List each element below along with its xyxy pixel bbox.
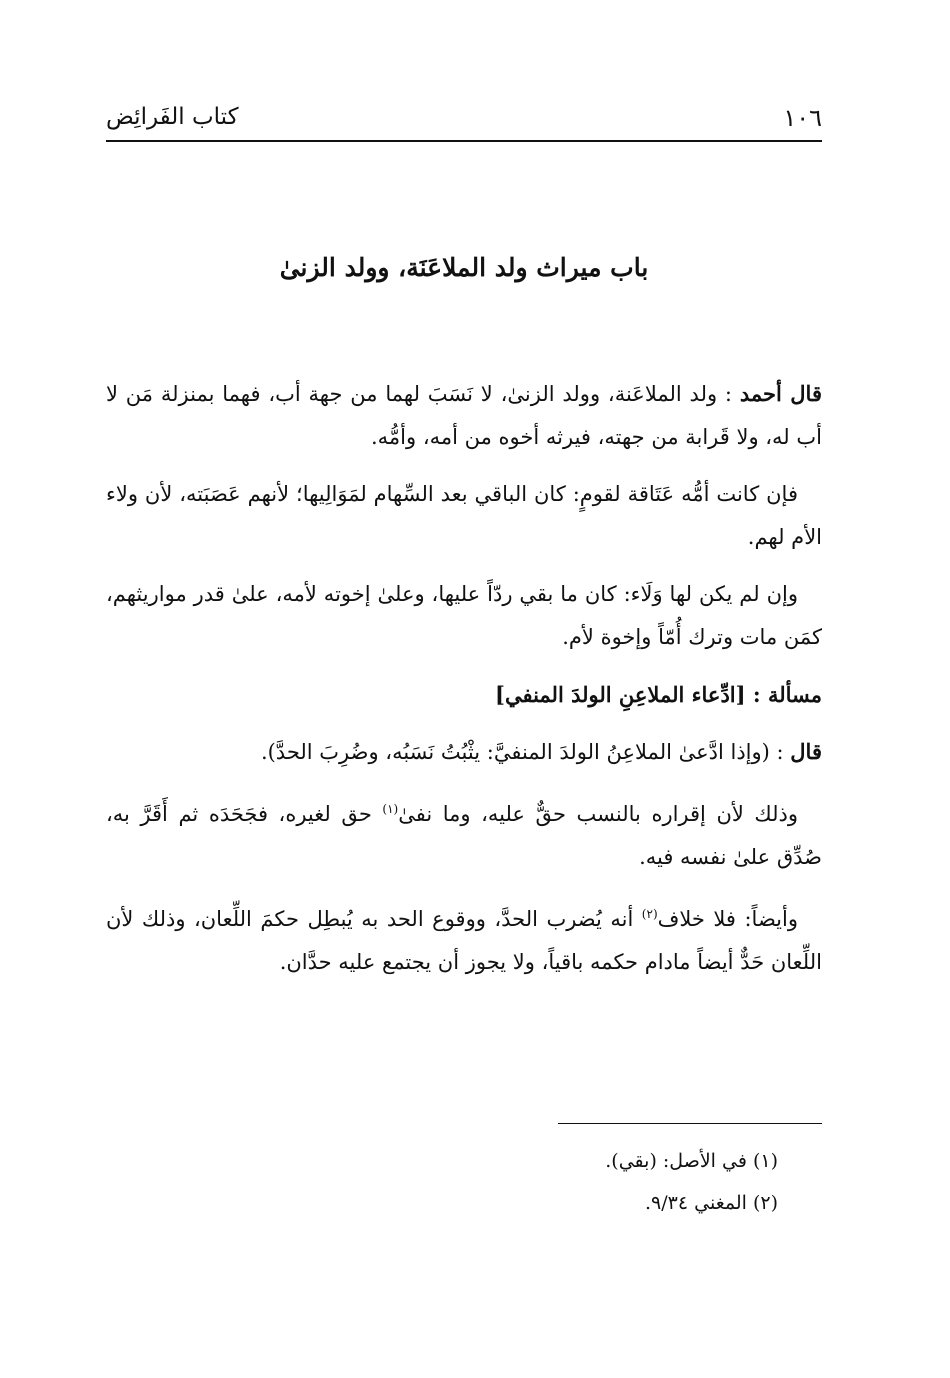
masala-heading xyxy=(106,673,822,716)
book-title: كتاب الفَرائِض xyxy=(106,104,239,130)
footnote-1: (١) في الأصل: (بقي). xyxy=(605,1150,778,1172)
running-header xyxy=(106,100,822,142)
paragraph-4-text: : (وإذا ادَّعىٰ الملاعِنُ الولدَ المنفيَّ: يثْبُتُ نَسَبُه، وضُرِبَ الحدَّ). xyxy=(260,740,784,764)
paragraph-5-text-a: وذلك لأن إقراره بالنسب حقٌّ عليه، وما نفىٰ xyxy=(398,802,798,826)
paragraph-6-text-a: وأيضاً: فلا خلاف xyxy=(657,907,798,931)
body-text xyxy=(106,372,822,998)
masala-title: [ادِّعاء الملاعِنِ الولدَ المنفي] xyxy=(495,682,746,707)
paragraph-4-lead: قال xyxy=(790,739,822,764)
paragraph-6-text-b: أنه يُضرب الحدَّ، ووقوع الحد به يُبطِل حكمَ اللِّعان، وذلك لأن اللِّعان حَدٌّ أيضاً مادام حكمه باقياً، ولا يجوز أن يجتمع عليه حدَّان. xyxy=(106,907,822,974)
paragraph-3: وإن لم يكن لها وَلَاء: كان ما بقي ردّاً عليها، وعلىٰ إخوته لأمه، علىٰ قدر مواريثهم، كمَن مات وترك أُمّاً وإخوة لأم. xyxy=(106,582,822,649)
paragraph-5 xyxy=(106,788,822,879)
paragraph-6 xyxy=(106,893,822,984)
footnote-divider xyxy=(558,1123,822,1124)
paragraph-1 xyxy=(106,372,822,459)
paragraph-1-text: : ولد الملاعَنة، وولد الزنىٰ، لا نَسَبَ لهما من جهة أب، فهما بمنزلة مَن لا أب له، ولا قَرابة من جهته، فيرثه أخوه من أمه، وأمُّه. xyxy=(106,382,822,449)
paragraph-2: فإن كانت أمُّه عَتَاقة لقومٍ: كان الباقي بعد السِّهام لمَوَالِيها؛ لأنهم عَصَبَته، لأن ولاء الأم لهم. xyxy=(106,482,822,549)
paragraph-1-lead: قال أحمد xyxy=(739,381,822,406)
footnote-ref-1: (١) xyxy=(382,802,399,816)
footnotes xyxy=(106,1140,778,1224)
footnote-ref-2: (٢) xyxy=(641,907,658,921)
paragraph-4 xyxy=(106,730,822,774)
masala-label: مسألة : xyxy=(752,682,822,707)
footnote-2: (٢) المغني ٩/٣٤. xyxy=(645,1192,778,1214)
paragraph-5-text-b: حق لغيره، فجَحَدَه ثم أَقَرَّ به، صُدِّق علىٰ نفسه فيه. xyxy=(106,802,822,869)
chapter-title: باب ميراث ولد الملاعَنَة، وولد الزنىٰ xyxy=(279,253,649,282)
page-number: ١٠٦ xyxy=(783,104,822,132)
